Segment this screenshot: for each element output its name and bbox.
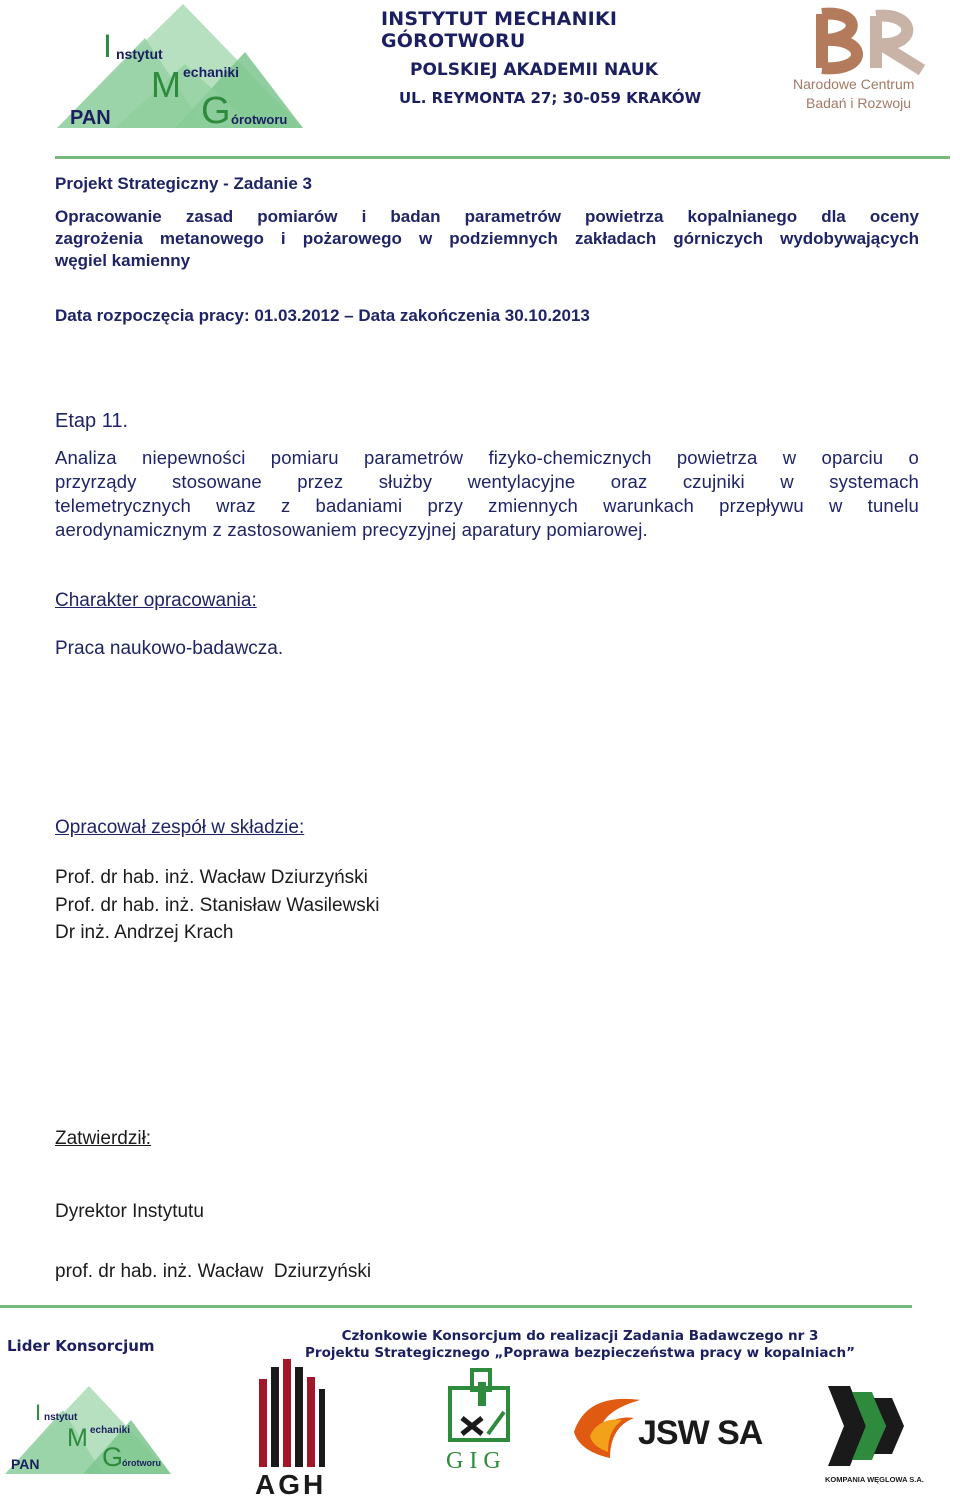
project-title: Projekt Strategiczny - Zadanie 3 (55, 174, 312, 193)
team-heading: Opracował zespół w składzie: (55, 817, 305, 838)
stage-description-line: Analiza niepewności pomiaru parametrów fizyko-chemicznych powietrza w oparciu o (55, 447, 919, 468)
ncbr-line1: Narodowe Centrum (793, 76, 915, 92)
kw-chevrons-graphic (822, 1382, 918, 1466)
team-member: Prof. dr hab. inż. Stanisław Wasilewski (55, 894, 380, 916)
project-description-line: zagrożenia metanowego i pożarowego w podziemnych zakładach górniczych wydobywających (55, 229, 919, 248)
agh-text: AGH (255, 1469, 327, 1500)
jsw-text: JSW SA (638, 1414, 763, 1452)
approval-heading: Zatwierdził: (55, 1128, 152, 1149)
kompania-weglowa-logo (822, 1382, 924, 1488)
logo-g-text: órotworu (231, 112, 288, 127)
academy-name: POLSKIEJ AKADEMII NAUK (410, 60, 658, 80)
gig-text: G I G (446, 1448, 501, 1474)
team-member: Dr inż. Andrzej Krach (55, 922, 234, 943)
project-description-line: Opracowanie zasad pomiarów i badan parametrów powietrza kopalnianego dla oceny (55, 207, 919, 226)
approval-role: Dyrektor Instytutu (55, 1201, 204, 1222)
character-value: Praca naukowo-badawcza. (55, 638, 284, 659)
ncbr-line2: Badań i Rozwoju (806, 95, 912, 111)
agh-stripes-graphic (253, 1359, 331, 1469)
logo-m-letter: M (151, 64, 181, 105)
footer-logo-m-text: echaniki (90, 1425, 131, 1436)
consortium-leader-label: Lider Konsorcjum (7, 1337, 155, 1355)
institute-address: UL. REYMONTA 27; 30-059 KRAKÓW (399, 89, 702, 107)
logo-g-letter: G (201, 90, 231, 132)
gig-logo (442, 1368, 522, 1478)
stage-description (55, 446, 919, 542)
footer-logo-m-letter: M (67, 1424, 88, 1452)
project-description-line: węgiel kamienny (55, 251, 191, 270)
jsw-logo (570, 1392, 770, 1472)
consortium-members-caption (300, 1328, 860, 1362)
project-description (55, 206, 919, 272)
footer-logo-g-text: órotworu (122, 1458, 161, 1468)
ncbr-br-graphic (790, 6, 958, 76)
agh-logo (253, 1359, 331, 1499)
institute-name-block (381, 8, 761, 107)
footer-logo-g-letter: G (102, 1442, 124, 1472)
project-dates: Data rozpoczęcia pracy: 01.03.2012 – Data zakończenia 30.10.2013 (55, 306, 590, 325)
character-heading: Charakter opracowania: (55, 590, 257, 611)
imgpan-footer-logo (3, 1384, 173, 1476)
footer-divider (0, 1305, 912, 1308)
logo-i-letter: I (103, 28, 112, 64)
img-pan-logo (55, 0, 305, 132)
header-divider (55, 156, 950, 159)
institute-name: INSTYTUT MECHANIKI GÓROTWORU (381, 8, 618, 52)
logo-m-text: echaniki (183, 64, 240, 80)
footer-logo-i-text: nstytut (44, 1412, 78, 1423)
gig-emblem-graphic (442, 1368, 522, 1448)
stage-description-line: telemetrycznych wraz z badaniami przy zmiennych warunkach przepływu w tunelu (55, 495, 919, 516)
footer-logo-pan: PAN (11, 1456, 40, 1472)
stage-description-line: aerodynamicznym z zastosowaniem precyzyjnej aparatury pomiarowej. (55, 519, 648, 540)
ncbr-logo (790, 6, 958, 118)
footer-logo-i-letter: I (35, 1400, 42, 1425)
approval-name: prof. dr hab. inż. Wacław Dziurzyński (55, 1261, 372, 1282)
consortium-members-line2: Projektu Strategicznego „Poprawa bezpieczeństwa pracy w kopalniach” (305, 1345, 855, 1361)
logo-i-text: nstytut (116, 46, 163, 62)
team-member: Prof. dr hab. inż. Wacław Dziurzyński (55, 867, 368, 888)
consortium-members-line1: Członkowie Konsorcjum do realizacji Zadania Badawczego nr 3 (341, 1328, 819, 1344)
stage-label: Etap 11. (55, 410, 129, 432)
team-members-list (55, 864, 380, 947)
logo-pan: PAN (70, 107, 111, 129)
kw-text: KOMPANIA WĘGLOWA S.A. (825, 1475, 924, 1484)
stage-description-line: przyrządy stosowane przez służby wentylacyjne oraz czujniki w systemach (55, 471, 919, 492)
